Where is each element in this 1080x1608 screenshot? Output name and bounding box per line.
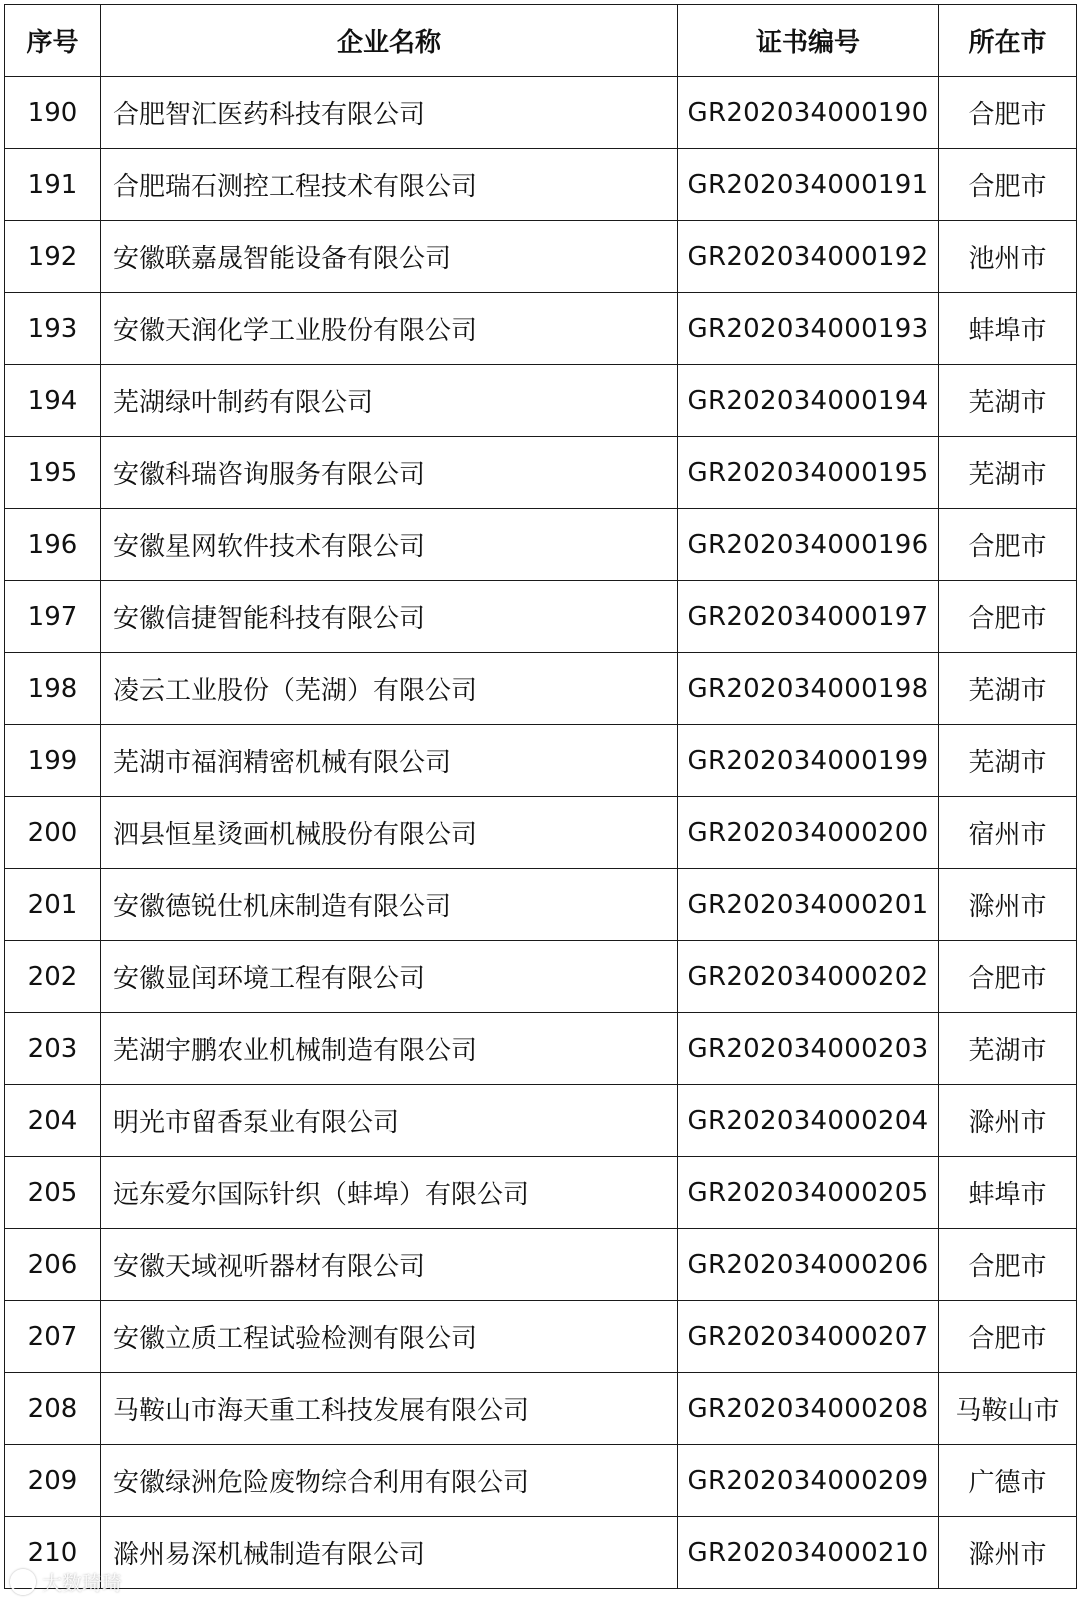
table-row bbox=[5, 1373, 1077, 1445]
cell-city: 合肥市 bbox=[939, 581, 1077, 653]
cell-certificate-number: GR202034000198 bbox=[678, 653, 939, 725]
cell-index: 193 bbox=[5, 293, 101, 365]
cell-certificate-number: GR202034000193 bbox=[678, 293, 939, 365]
cell-city: 池州市 bbox=[939, 221, 1077, 293]
table-row bbox=[5, 1157, 1077, 1229]
table-row bbox=[5, 797, 1077, 869]
cell-city: 合肥市 bbox=[939, 509, 1077, 581]
cell-city: 马鞍山市 bbox=[939, 1373, 1077, 1445]
cell-company-name: 安徽德锐仕机床制造有限公司 bbox=[101, 869, 678, 941]
table-row bbox=[5, 221, 1077, 293]
cell-index: 191 bbox=[5, 149, 101, 221]
cell-certificate-number: GR202034000192 bbox=[678, 221, 939, 293]
cell-city: 合肥市 bbox=[939, 1301, 1077, 1373]
table-header-row bbox=[5, 5, 1077, 77]
cell-company-name: 滁州易深机械制造有限公司 bbox=[101, 1517, 678, 1589]
cell-index: 200 bbox=[5, 797, 101, 869]
company-table-container bbox=[4, 4, 1076, 1589]
table-row bbox=[5, 293, 1077, 365]
cell-company-name: 安徽显闰环境工程有限公司 bbox=[101, 941, 678, 1013]
table-row bbox=[5, 725, 1077, 797]
cell-company-name: 安徽信捷智能科技有限公司 bbox=[101, 581, 678, 653]
cell-certificate-number: GR202034000206 bbox=[678, 1229, 939, 1301]
cell-company-name: 芜湖绿叶制药有限公司 bbox=[101, 365, 678, 437]
cell-company-name: 安徽星网软件技术有限公司 bbox=[101, 509, 678, 581]
cell-company-name: 安徽科瑞咨询服务有限公司 bbox=[101, 437, 678, 509]
cell-city: 滁州市 bbox=[939, 1517, 1077, 1589]
cell-certificate-number: GR202034000200 bbox=[678, 797, 939, 869]
cell-city: 芜湖市 bbox=[939, 365, 1077, 437]
table-row bbox=[5, 653, 1077, 725]
cell-index: 205 bbox=[5, 1157, 101, 1229]
cell-city: 宿州市 bbox=[939, 797, 1077, 869]
table-row bbox=[5, 509, 1077, 581]
cell-company-name: 芜湖宇鹏农业机械制造有限公司 bbox=[101, 1013, 678, 1085]
table-row bbox=[5, 1229, 1077, 1301]
cell-certificate-number: GR202034000208 bbox=[678, 1373, 939, 1445]
cell-certificate-number: GR202034000203 bbox=[678, 1013, 939, 1085]
cell-certificate-number: GR202034000199 bbox=[678, 725, 939, 797]
table-row bbox=[5, 1517, 1077, 1589]
table-row bbox=[5, 437, 1077, 509]
cell-city: 合肥市 bbox=[939, 149, 1077, 221]
header-city: 所在市 bbox=[939, 5, 1077, 77]
cell-company-name: 安徽天域视听器材有限公司 bbox=[101, 1229, 678, 1301]
cell-city: 广德市 bbox=[939, 1445, 1077, 1517]
cell-company-name: 安徽绿洲危险废物综合利用有限公司 bbox=[101, 1445, 678, 1517]
cell-index: 203 bbox=[5, 1013, 101, 1085]
cell-certificate-number: GR202034000209 bbox=[678, 1445, 939, 1517]
cell-city: 芜湖市 bbox=[939, 653, 1077, 725]
cell-city: 合肥市 bbox=[939, 77, 1077, 149]
cell-certificate-number: GR202034000197 bbox=[678, 581, 939, 653]
table-row bbox=[5, 1013, 1077, 1085]
header-index: 序号 bbox=[5, 5, 101, 77]
cell-certificate-number: GR202034000196 bbox=[678, 509, 939, 581]
cell-index: 199 bbox=[5, 725, 101, 797]
cell-company-name: 远东爱尔国际针织（蚌埠）有限公司 bbox=[101, 1157, 678, 1229]
table-body bbox=[5, 77, 1077, 1589]
cell-city: 芜湖市 bbox=[939, 437, 1077, 509]
cell-certificate-number: GR202034000207 bbox=[678, 1301, 939, 1373]
cell-certificate-number: GR202034000204 bbox=[678, 1085, 939, 1157]
cell-index: 209 bbox=[5, 1445, 101, 1517]
cell-city: 蚌埠市 bbox=[939, 1157, 1077, 1229]
cell-city: 芜湖市 bbox=[939, 725, 1077, 797]
table-row bbox=[5, 1085, 1077, 1157]
cell-company-name: 芜湖市福润精密机械有限公司 bbox=[101, 725, 678, 797]
table-row bbox=[5, 869, 1077, 941]
cell-city: 蚌埠市 bbox=[939, 293, 1077, 365]
cell-city: 芜湖市 bbox=[939, 1013, 1077, 1085]
cell-company-name: 泗县恒星烫画机械股份有限公司 bbox=[101, 797, 678, 869]
cell-city: 合肥市 bbox=[939, 941, 1077, 1013]
table-row bbox=[5, 1445, 1077, 1517]
cell-certificate-number: GR202034000194 bbox=[678, 365, 939, 437]
cell-company-name: 安徽联嘉晟智能设备有限公司 bbox=[101, 221, 678, 293]
cell-certificate-number: GR202034000210 bbox=[678, 1517, 939, 1589]
cell-city: 滁州市 bbox=[939, 869, 1077, 941]
cell-company-name: 明光市留香泵业有限公司 bbox=[101, 1085, 678, 1157]
table-row bbox=[5, 941, 1077, 1013]
cell-company-name: 安徽天润化学工业股份有限公司 bbox=[101, 293, 678, 365]
cell-city: 滁州市 bbox=[939, 1085, 1077, 1157]
cell-index: 194 bbox=[5, 365, 101, 437]
cell-index: 204 bbox=[5, 1085, 101, 1157]
cell-certificate-number: GR202034000202 bbox=[678, 941, 939, 1013]
header-certificate-number: 证书编号 bbox=[678, 5, 939, 77]
watermark-text: 大数琦琦 bbox=[42, 1571, 122, 1595]
cell-index: 197 bbox=[5, 581, 101, 653]
cell-index: 198 bbox=[5, 653, 101, 725]
cell-index: 207 bbox=[5, 1301, 101, 1373]
cell-index: 190 bbox=[5, 77, 101, 149]
cell-index: 206 bbox=[5, 1229, 101, 1301]
cell-index: 196 bbox=[5, 509, 101, 581]
cell-index: 192 bbox=[5, 221, 101, 293]
cell-index: 195 bbox=[5, 437, 101, 509]
table-row bbox=[5, 581, 1077, 653]
cell-certificate-number: GR202034000191 bbox=[678, 149, 939, 221]
table-row bbox=[5, 77, 1077, 149]
cell-company-name: 合肥智汇医药科技有限公司 bbox=[101, 77, 678, 149]
cell-certificate-number: GR202034000205 bbox=[678, 1157, 939, 1229]
table-row bbox=[5, 1301, 1077, 1373]
company-registry-table bbox=[4, 4, 1077, 1589]
cell-index: 202 bbox=[5, 941, 101, 1013]
cell-index: 201 bbox=[5, 869, 101, 941]
cell-certificate-number: GR202034000201 bbox=[678, 869, 939, 941]
table-row bbox=[5, 149, 1077, 221]
cell-certificate-number: GR202034000190 bbox=[678, 77, 939, 149]
cell-city: 合肥市 bbox=[939, 1229, 1077, 1301]
header-company-name: 企业名称 bbox=[101, 5, 678, 77]
cell-index: 210 bbox=[5, 1517, 101, 1589]
cell-company-name: 合肥瑞石测控工程技术有限公司 bbox=[101, 149, 678, 221]
table-row bbox=[5, 365, 1077, 437]
cell-company-name: 马鞍山市海天重工科技发展有限公司 bbox=[101, 1373, 678, 1445]
cell-company-name: 安徽立质工程试验检测有限公司 bbox=[101, 1301, 678, 1373]
cell-company-name: 凌云工业股份（芜湖）有限公司 bbox=[101, 653, 678, 725]
cell-index: 208 bbox=[5, 1373, 101, 1445]
cell-certificate-number: GR202034000195 bbox=[678, 437, 939, 509]
